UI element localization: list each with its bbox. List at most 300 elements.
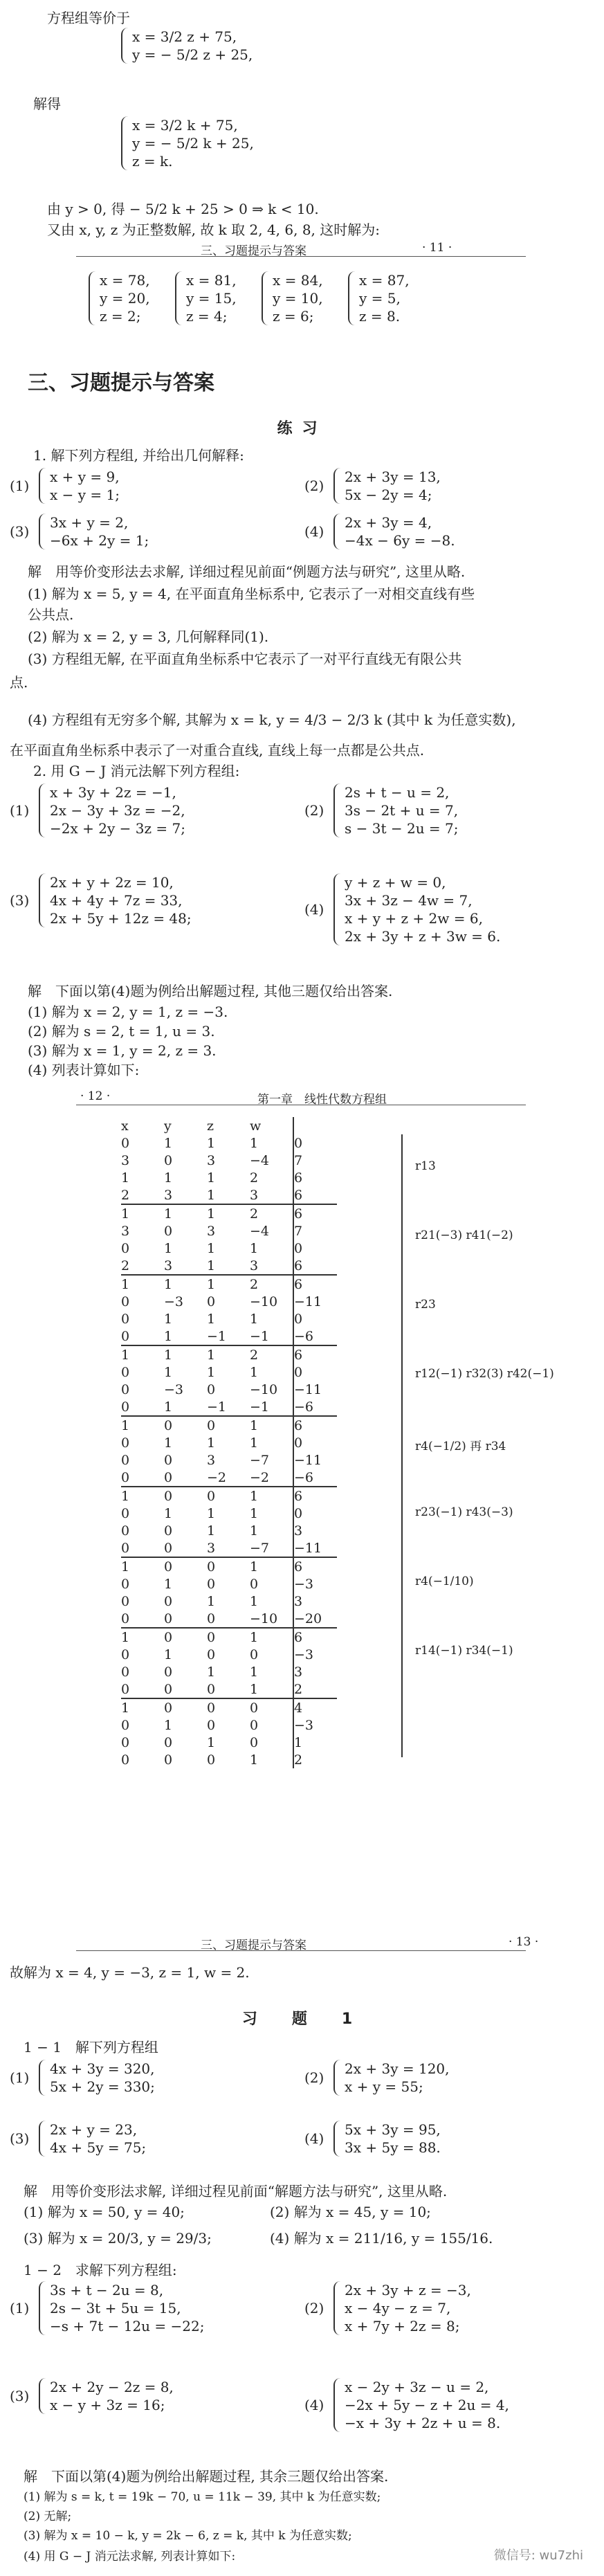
question-1: 1. 解下列方程组, 并给出几何解释: — [33, 447, 244, 464]
solution-head: 解 用等价变形法去求解, 详细过程见前面“例题方法与研究”, 这里从略. — [28, 563, 466, 580]
table-cell: 1 — [164, 1717, 173, 1733]
table-cell: 0 — [293, 1240, 337, 1257]
system-label: (4) — [304, 901, 324, 918]
answer-system — [175, 271, 237, 325]
table-row — [121, 1134, 337, 1152]
table-row — [121, 1646, 337, 1663]
equation-line: 2x + 3y = 4, — [345, 514, 432, 531]
table-cell: 0 — [121, 1647, 130, 1662]
table-cell: 0 — [121, 1681, 130, 1697]
table-cell: 1 — [164, 1311, 173, 1327]
table-cell: −1 — [207, 1399, 227, 1415]
brace — [333, 514, 340, 550]
table-cell: 0 — [121, 1469, 130, 1485]
exercise-title: 习 题 1 — [241, 2011, 363, 2028]
row-operation-note: r13 — [415, 1159, 436, 1173]
table-cell: 1 — [121, 1345, 164, 1363]
header-cell: y — [164, 1118, 172, 1134]
table-cell: −7 — [250, 1540, 270, 1556]
table-cell: 1 — [207, 1523, 216, 1539]
brace — [333, 783, 340, 837]
equation-system — [333, 514, 455, 550]
table-cell: 3 — [207, 1452, 216, 1468]
table-cell: 0 — [250, 1576, 259, 1592]
table-cell: 0 — [207, 1681, 216, 1697]
table-cell: −10 — [250, 1611, 278, 1626]
table-cell: −11 — [293, 1293, 337, 1310]
table-cell: 1 — [250, 1523, 259, 1539]
table-cell: 1 — [164, 1435, 173, 1451]
table-row — [121, 1505, 337, 1522]
answer-line: (3) 解为 x = 10 − k, y = 2k − 6, z = k, 其中 k 为任意实数; — [24, 2529, 352, 2543]
brace — [39, 2378, 46, 2414]
table-row — [121, 1327, 337, 1345]
table-cell: 1 — [121, 1698, 164, 1716]
table-row — [121, 1152, 337, 1169]
table-cell: 1 — [164, 1345, 207, 1363]
table-row — [121, 1222, 337, 1240]
table-cell: 1 — [164, 1240, 173, 1256]
row-operation-note: r14(−1) r34(−1) — [415, 1644, 513, 1658]
solve-label: 解得 — [33, 96, 61, 112]
table-row — [121, 1381, 337, 1398]
equation-line: −2x + 2y − 3z = 7; — [50, 820, 185, 837]
table-cell: −10 — [250, 1294, 278, 1309]
brace — [333, 2060, 340, 2096]
table-cell: 0 — [164, 1452, 173, 1468]
equation-line: y = − 5/2 z + 25, — [132, 46, 253, 63]
table-cell: 1 — [207, 1170, 216, 1186]
table-row — [121, 1716, 337, 1734]
answer-line: (2) 无解; — [24, 2510, 72, 2523]
row-operation-note: r4(−1/10) — [415, 1575, 474, 1588]
table-cell: 2 — [250, 1170, 259, 1186]
table-cell: 3 — [250, 1258, 259, 1273]
system-label: (1) — [10, 2069, 30, 2086]
table-cell: 0 — [164, 1223, 173, 1239]
table-cell: 1 — [250, 1240, 259, 1256]
header-cell: x — [121, 1118, 129, 1134]
solution-head: 解 下面以第(4)题为例给出解题过程, 其他三题仅给出答案. — [28, 983, 393, 999]
system-label: (4) — [304, 523, 324, 540]
table-cell: 1 — [250, 1311, 259, 1327]
equation-system — [333, 2281, 471, 2335]
condition-text-2: 又由 x, y, z 为正整数解, 故 k 取 2, 4, 6, 8, 这时解为: — [47, 221, 381, 238]
table-cell: 0 — [121, 1523, 130, 1539]
brace — [333, 2378, 340, 2432]
system-label: (1) — [10, 478, 30, 494]
table-cell: −1 — [207, 1328, 227, 1344]
table-cell: 0 — [121, 1328, 130, 1344]
table-cell: 2 — [293, 1751, 337, 1768]
table-cell: 0 — [207, 1647, 216, 1662]
equation-line: x + y + z + 2w = 6, — [345, 910, 483, 927]
chapter-title: 第一章 线性代数方程组 — [257, 1093, 387, 1107]
equation-system — [39, 468, 120, 504]
brace — [39, 468, 46, 504]
system-label: (3) — [10, 2130, 30, 2147]
table-row — [121, 1751, 337, 1768]
equation-line: z = 2; — [100, 308, 141, 325]
brace — [333, 468, 340, 504]
table-cell: 0 — [293, 1363, 337, 1381]
table-cell: 1 — [207, 1311, 216, 1327]
table-cell: 0 — [121, 1540, 130, 1556]
equation-line: 4x + 3y = 320, — [50, 2060, 155, 2077]
table-cell: 1 — [121, 1557, 164, 1575]
table-row — [121, 1186, 337, 1204]
section-title: 三、习题提示与答案 — [28, 371, 214, 395]
table-cell: 2 — [250, 1275, 293, 1293]
table-cell: 3 — [164, 1187, 173, 1203]
table-cell: 0 — [121, 1294, 130, 1309]
table-cell: 1 — [121, 1487, 164, 1505]
table-row — [121, 1398, 337, 1416]
brace — [39, 514, 46, 550]
brace — [39, 2121, 46, 2157]
table-cell: 1 — [207, 1240, 216, 1256]
table-cell: 1 — [164, 1328, 173, 1344]
table-cell: −11 — [293, 1539, 337, 1557]
equation-line: 2x − 3y + 3z = −2, — [50, 802, 185, 819]
equation-line: 5x + 2y = 330; — [50, 2078, 155, 2095]
equation-line: z = 4; — [186, 308, 228, 325]
table-cell: 1 — [207, 1258, 216, 1273]
equation-line: −4x − 6y = −8. — [345, 532, 455, 549]
table-cell: 0 — [121, 1734, 130, 1750]
table-cell: 0 — [207, 1576, 216, 1592]
table-cell: 0 — [164, 1611, 173, 1626]
equation-line: x = 78, — [100, 272, 150, 289]
equation-line: z = 8. — [359, 308, 401, 325]
equation-line: 3x + 3z − 4w = 7, — [345, 892, 473, 909]
equation-system — [121, 28, 253, 64]
equation-line: 2x + 3y = 13, — [345, 469, 441, 485]
table-cell: 1 — [250, 1135, 259, 1151]
table-row — [121, 1487, 337, 1505]
table-row — [121, 1257, 337, 1275]
table-cell: 3 — [207, 1152, 216, 1168]
table-row — [121, 1680, 337, 1698]
system-label: (3) — [10, 892, 30, 909]
row-operation-note: r23(−1) r43(−3) — [415, 1505, 513, 1519]
table-cell: 0 — [207, 1557, 250, 1575]
table-cell: 6 — [293, 1345, 337, 1363]
solution-head: 解 下面以第(4)题为例给出解题过程, 其余三题仅给出答案. — [24, 2468, 389, 2485]
answer-line: (1) 解为 s = k, t = 19k − 70, u = 11k − 39, 其中 k 为任意实数; — [24, 2490, 381, 2504]
table-cell: 3 — [207, 1540, 216, 1556]
table-cell: 3 — [121, 1223, 130, 1239]
table-cell: 0 — [207, 1416, 250, 1434]
equation-line: −6x + 2y = 1; — [50, 532, 149, 549]
equation-system — [333, 2060, 450, 2096]
table-row — [121, 1698, 337, 1716]
condition-text: 由 y > 0, 得 − 5/2 k + 25 > 0 ⇒ k < 10. — [47, 201, 319, 217]
brace — [39, 2060, 46, 2096]
system-label: (3) — [10, 2388, 30, 2404]
system-label: (3) — [10, 523, 30, 540]
equation-line: z = 6; — [273, 308, 314, 325]
equation-line: 2x + 3y + z = −3, — [345, 2282, 471, 2298]
system-label: (4) — [304, 2397, 324, 2413]
table-row — [121, 1275, 337, 1293]
equation-line: 4x + 4y + 7z = 33, — [50, 892, 183, 909]
table-row — [121, 1575, 337, 1593]
table-row — [121, 1522, 337, 1539]
question-2: 2. 用 G − J 消元法解下列方程组: — [33, 763, 240, 779]
equation-line: 3s − 2t + u = 7, — [345, 802, 459, 819]
table-row — [121, 1416, 337, 1434]
equation-line: 2x + y = 23, — [50, 2121, 138, 2138]
solution-line: 点. — [10, 674, 28, 691]
table-cell: −3 — [293, 1716, 337, 1734]
table-cell: 1 — [250, 1628, 293, 1646]
table-cell: 1 — [207, 1664, 216, 1680]
answer-line: (4) 列表计算如下: — [28, 1062, 140, 1078]
table-cell: −4 — [250, 1152, 270, 1168]
table-cell: 0 — [207, 1752, 216, 1768]
brace — [348, 271, 355, 325]
table-cell: 1 — [207, 1593, 216, 1609]
table-frame-line — [401, 1134, 403, 1757]
equation-line: x + 7y + 2z = 8; — [345, 2318, 460, 2334]
equation-line: 3x + 5y = 88. — [345, 2139, 441, 2156]
table-cell: 1 — [164, 1399, 173, 1415]
table-row — [121, 1240, 337, 1257]
table-cell: 1 — [207, 1734, 216, 1750]
table-cell: 1 — [250, 1487, 293, 1505]
table-cell: 3 — [293, 1663, 337, 1680]
answer-system — [89, 271, 150, 325]
table-cell: 1 — [250, 1557, 293, 1575]
table-cell: 0 — [164, 1593, 173, 1609]
system-label: (1) — [10, 802, 30, 819]
table-cell: 0 — [164, 1628, 207, 1646]
table-cell: 0 — [293, 1434, 337, 1451]
answer-line: (2) 解为 x = 45, y = 10; — [270, 2204, 431, 2220]
brace — [39, 783, 46, 837]
equation-line: 2s + t − u = 2, — [345, 784, 450, 801]
table-cell: 1 — [207, 1275, 250, 1293]
answer-line: (3) 解为 x = 1, y = 2, z = 3. — [28, 1042, 217, 1059]
equation-line: x = 3/2 k + 75, — [132, 117, 238, 134]
header-cell: z — [207, 1118, 214, 1134]
answer-line: (4) 解为 x = 211/16, y = 155/16. — [270, 2230, 493, 2247]
table-cell: 1 — [207, 1435, 216, 1451]
brace — [89, 271, 95, 325]
table-cell: 1 — [121, 1416, 164, 1434]
table-row — [121, 1557, 337, 1575]
equation-line: x = 84, — [273, 272, 323, 289]
brace — [333, 873, 340, 945]
table-cell: 0 — [250, 1734, 259, 1750]
page-footer-right: · 11 · — [422, 241, 452, 255]
equation-system — [333, 873, 500, 945]
table-cell: 0 — [207, 1487, 250, 1505]
table-cell: 3 — [293, 1593, 337, 1610]
table-cell: −3 — [164, 1381, 184, 1397]
table-cell: 1 — [207, 1505, 216, 1521]
equation-system — [39, 2060, 155, 2096]
equation-line: x − 4y − z = 7, — [345, 2300, 451, 2316]
equation-line: 2x + 5y + 12z = 48; — [50, 910, 192, 927]
table-cell: 1 — [121, 1170, 130, 1186]
equation-line: y = − 5/2 k + 25, — [132, 135, 254, 152]
table-cell: 0 — [164, 1698, 207, 1716]
answer-line: (1) 解为 x = 2, y = 1, z = −3. — [28, 1004, 228, 1020]
table-cell: −10 — [250, 1381, 278, 1397]
brace — [333, 2121, 340, 2157]
table-row — [121, 1310, 337, 1327]
answer-line: (4) 用 G − J 消元法求解, 列表计算如下: — [24, 2550, 236, 2564]
table-cell: 2 — [250, 1204, 293, 1222]
brace — [333, 2281, 340, 2335]
watermark: 微信号: wu7zhi — [493, 2548, 583, 2563]
table-row — [121, 1345, 337, 1363]
table-cell: 1 — [164, 1135, 173, 1151]
table-row — [121, 1628, 337, 1646]
table-cell: 1 — [121, 1628, 164, 1646]
table-row — [121, 1169, 337, 1186]
table-cell: 0 — [207, 1628, 250, 1646]
table-row — [121, 1593, 337, 1610]
table-cell: −6 — [293, 1469, 337, 1487]
equation-system — [39, 2121, 146, 2157]
table-cell: 1 — [121, 1275, 164, 1293]
equation-line: x = 81, — [186, 272, 237, 289]
brace — [262, 271, 268, 325]
answer-system — [262, 271, 323, 325]
equation-line: 3s + t − 2u = 8, — [50, 2282, 164, 2298]
table-cell: 0 — [121, 1135, 130, 1151]
table-cell: −2 — [207, 1469, 227, 1485]
table-cell: 6 — [293, 1169, 337, 1186]
table-cell: 1 — [121, 1204, 164, 1222]
brace — [39, 873, 46, 927]
table-cell: −11 — [293, 1451, 337, 1469]
equation-line: x − y = 1; — [50, 487, 120, 503]
equation-line: 5x + 3y = 95, — [345, 2121, 441, 2138]
table-row — [121, 1610, 337, 1628]
system-label: (2) — [304, 802, 324, 819]
table-cell: −3 — [164, 1294, 184, 1309]
equation-line: x − y + 3z = 16; — [50, 2397, 165, 2413]
table-cell: 0 — [164, 1487, 207, 1505]
table-cell: 1 — [250, 1435, 259, 1451]
equation-system — [333, 2121, 441, 2157]
exercise-question: 1 − 2 求解下列方程组: — [24, 2262, 177, 2278]
table-cell: 0 — [121, 1381, 130, 1397]
equation-system — [39, 514, 149, 550]
table-row — [121, 1469, 337, 1487]
table-cell: −6 — [293, 1327, 337, 1345]
table-cell: 0 — [121, 1505, 130, 1521]
table-cell: 1 — [164, 1170, 173, 1186]
table-cell: 2 — [293, 1680, 337, 1698]
solution-head: 解 用等价变形法求解, 详细过程见前面“解题方法与研究”, 这里从略. — [24, 2183, 448, 2199]
table-cell: 0 — [121, 1576, 130, 1592]
table-cell: 2 — [250, 1345, 293, 1363]
table-cell: 0 — [164, 1734, 173, 1750]
intro-text: 方程组等价于 — [47, 10, 130, 26]
equation-line: y + z + w = 0, — [345, 874, 446, 891]
table-cell: 0 — [207, 1611, 216, 1626]
table-cell: 3 — [207, 1223, 216, 1239]
table-cell: 0 — [121, 1452, 130, 1468]
system-label: (1) — [10, 2300, 30, 2316]
table-cell: 0 — [121, 1311, 130, 1327]
table-cell: 0 — [293, 1505, 337, 1522]
exercise-question: 1 − 1 解下列方程组 — [24, 2039, 158, 2056]
table-cell: 0 — [164, 1416, 207, 1434]
table-cell: 0 — [121, 1752, 130, 1768]
equation-system — [333, 2378, 509, 2432]
table-cell: 6 — [293, 1628, 337, 1646]
page-footer-left: 三、习题提示与答案 — [201, 244, 306, 258]
table-cell: 3 — [293, 1522, 337, 1539]
table-cell: 0 — [164, 1664, 173, 1680]
divider — [76, 1950, 526, 1951]
solution-line: (2) 解为 x = 2, y = 3, 几何解释同(1). — [28, 628, 269, 645]
table-cell: −1 — [250, 1399, 270, 1415]
table-cell: 0 — [250, 1717, 259, 1733]
table-row — [121, 1293, 337, 1310]
equation-line: 3x + y = 2, — [50, 514, 129, 531]
table-cell: 0 — [121, 1240, 130, 1256]
table-cell: 6 — [293, 1257, 337, 1275]
table-cell: 0 — [250, 1647, 259, 1662]
brace — [121, 116, 128, 170]
table-header-row — [121, 1117, 337, 1134]
table-cell: 0 — [121, 1435, 130, 1451]
table-cell: 3 — [164, 1258, 173, 1273]
table-cell: 0 — [164, 1681, 173, 1697]
solution-line: (3) 方程组无解, 在平面直角坐标系中它表示了一对平行直线无有限公共 — [28, 651, 462, 667]
equation-line: y = 20, — [100, 290, 150, 307]
table-row — [121, 1363, 337, 1381]
table-cell: 0 — [121, 1611, 130, 1626]
equation-system — [121, 116, 254, 170]
final-answer: 故解为 x = 4, y = −3, z = 1, w = 2. — [10, 1964, 250, 1981]
table-cell: 0 — [164, 1469, 173, 1485]
divider — [76, 256, 526, 257]
table-cell: 1 — [164, 1204, 207, 1222]
equation-line: x = 3/2 z + 75, — [132, 28, 237, 45]
equation-line: 2s − 3t + 5u = 15, — [50, 2300, 181, 2316]
brace — [121, 28, 128, 64]
equation-line: x + y = 55; — [345, 2078, 423, 2095]
table-cell: −20 — [293, 1610, 337, 1628]
table-cell: −4 — [250, 1223, 270, 1239]
solution-line: (1) 解为 x = 5, y = 4, 在平面直角坐标系中, 它表示了一对相交直线有些 — [28, 586, 475, 602]
answer-line: (1) 解为 x = 50, y = 40; — [24, 2204, 185, 2220]
equation-line: 4x + 5y = 75; — [50, 2139, 147, 2156]
row-operation-note: r21(−3) r41(−2) — [415, 1228, 513, 1242]
table-cell: −6 — [293, 1398, 337, 1416]
equation-line: 2x + y + 2z = 10, — [50, 874, 174, 891]
table-cell: 1 — [250, 1681, 259, 1697]
table-cell: 1 — [164, 1275, 207, 1293]
table-cell: 0 — [164, 1752, 173, 1768]
table-cell: 1 — [293, 1734, 337, 1751]
table-cell: 3 — [121, 1152, 130, 1168]
table-cell: 6 — [293, 1204, 337, 1222]
table-cell: 0 — [250, 1698, 293, 1716]
table-cell: 0 — [121, 1593, 130, 1609]
row-operation-note: r4(−1/2) 再 r34 — [415, 1440, 506, 1453]
table-cell: 6 — [293, 1557, 337, 1575]
equation-line: 2x + 2y − 2z = 8, — [50, 2379, 174, 2395]
